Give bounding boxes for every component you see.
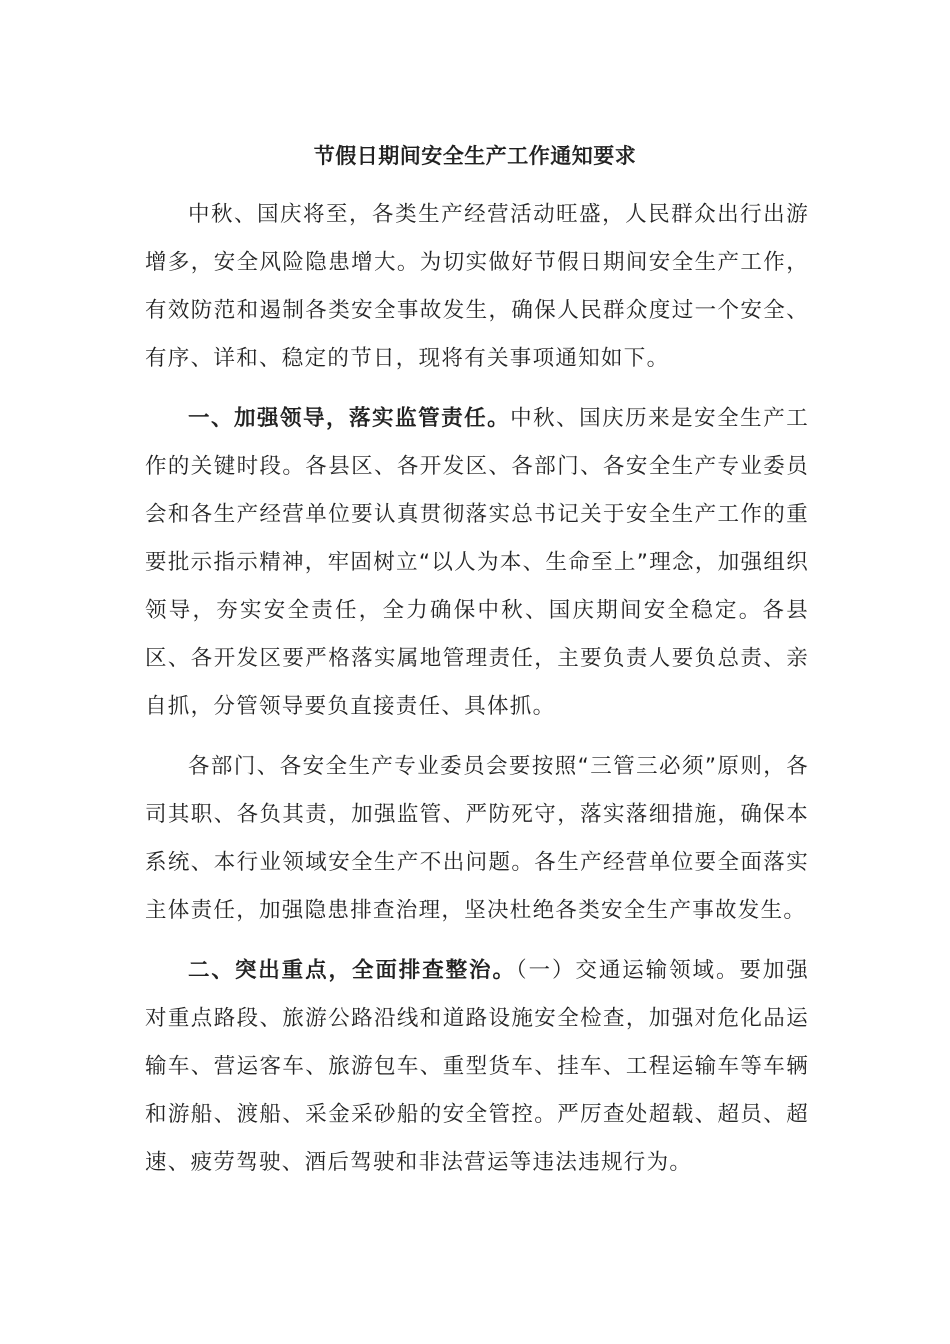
document-title: 节假日期间安全生产工作通知要求 xyxy=(313,144,637,168)
paragraph-text: 中秋、国庆历来是安全生产工作的关键时段。各县区、各开发区、各部门、各安全生产专业委员会和各生产经营单位要认真贯彻落实总书记关于安全生产工作的重要批示指示精神，牢固树立“以人为本、生命至上”理念，加强组织领导，夯实安全责任，全力确保中秋、国庆期间安全稳定。各县区、各开发区要严格落实属地管理责任，主要负责人要负总责、亲自抓，分管领导要负直接责任、具体抓。 xyxy=(145,406,809,719)
document-body xyxy=(145,191,809,1187)
paragraph-text: 各部门、各安全生产专业委员会要按照“三管三必须”原则，各司其职、各负其责，加强监管、严防死守，落实落细措施，确保本系统、本行业领域安全生产不出问题。各生产经营单位要全面落实主体责任，加强隐患排查治理，坚决杜绝各类安全生产事故发生。 xyxy=(145,754,809,923)
paragraph-text: （一）交通运输领域。要加强对重点路段、旅游公路沿线和道路设施安全检查，加强对危化品运输车、营运客车、旅游包车、重型货车、挂车、工程运输车等车辆和游船、渡船、采金采砂船的安全管控。严厉查处超载、超员、超速、疲劳驾驶、酒后驾驶和非法营运等违法违规行为。 xyxy=(145,958,810,1175)
paragraph-section-1 xyxy=(145,395,809,731)
paragraph-section-1-continued xyxy=(145,743,809,935)
paragraph-text: 中秋、国庆将至，各类生产经营活动旺盛，人民群众出行出游增多，安全风险隐患增大。为切实做好节假日期间安全生产工作，有效防范和遏制各类安全事故发生，确保人民群众度过一个安全、有序、详和、稳定的节日，现将有关事项通知如下。 xyxy=(145,202,809,371)
paragraph-section-2 xyxy=(145,947,809,1187)
paragraph-intro xyxy=(145,191,809,383)
section-heading: 一、加强领导，落实监管责任。 xyxy=(188,406,511,431)
section-heading: 二、突出重点，全面排查整治。 xyxy=(188,958,516,983)
